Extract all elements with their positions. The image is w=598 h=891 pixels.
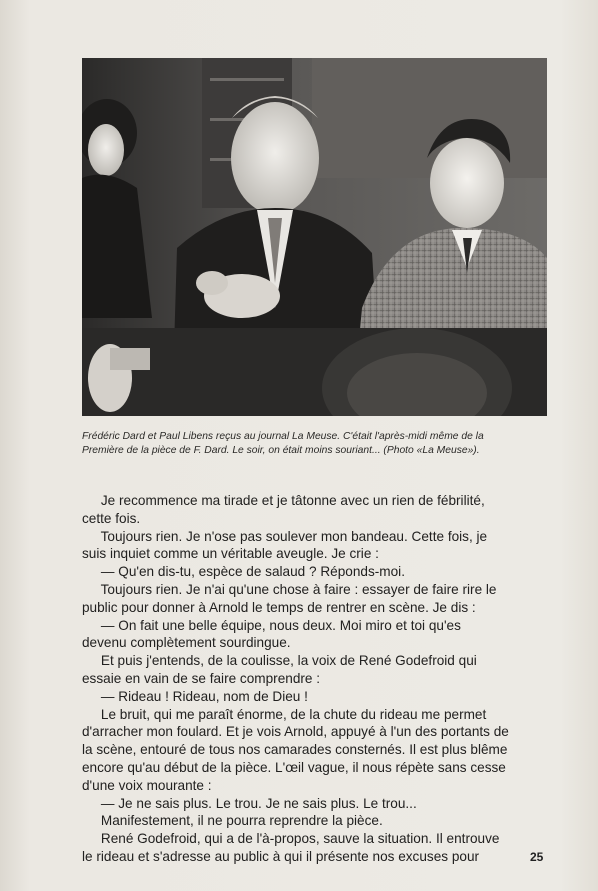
text-line: — Qu'en dis-tu, espèce de salaud ? Réponds-moi. — [82, 564, 405, 580]
text-line: le rideau et s'adresse au public à qui il présente nos excuses pour — [82, 848, 480, 864]
body-text — [82, 492, 552, 866]
text-line: devenu complètement sourdingue. — [82, 635, 291, 651]
text-line: d'une voix mourante : — [82, 777, 212, 793]
text-line: René Godefroid, qui a de l'à-propos, sauve la situation. Il entrouve — [82, 831, 500, 847]
caption-line: Frédéric Dard et Paul Libens reçus au journal La Meuse. C'était l'après-midi même de la — [82, 431, 484, 442]
text-line: essaie en vain de se faire comprendre : — [82, 670, 321, 686]
text-line: Je recommence ma tirade et je tâtonne avec un rien de fébrilité, — [82, 493, 485, 508]
text-line: — Rideau ! Rideau, nom de Dieu ! — [82, 688, 308, 704]
text-line: Le bruit, qui me paraît énorme, de la chute du rideau me permet — [82, 706, 487, 722]
text-line: Manifestement, il ne pourra reprendre la pièce. — [82, 813, 383, 829]
photo-caption — [82, 430, 552, 458]
text-line: — Je ne sais plus. Le trou. Je ne sais plus. Le trou... — [82, 795, 417, 811]
caption-line: Première de la pièce de F. Dard. Le soir, on était moins souriant... (Photo «La Meuse»). — [82, 445, 480, 456]
text-line: suis inquiet comme un véritable aveugle. Je crie : — [82, 546, 379, 562]
text-line: Toujours rien. Je n'ose pas soulever mon bandeau. Cette fois, je — [82, 528, 488, 544]
text-line: Et puis j'entends, de la coulisse, la voix de René Godefroid qui — [82, 653, 477, 669]
text-line: cette fois. — [82, 510, 141, 526]
text-line: public pour donner à Arnold le temps de rentrer en scène. Je dis : — [82, 599, 476, 615]
photograph — [82, 58, 547, 416]
photo-illustration — [82, 58, 547, 416]
page-number: 25 — [530, 850, 544, 864]
text-line: encore qu'au début de la pièce. L'œil vague, il nous répète sans cesse — [82, 759, 506, 775]
text-line: la scène, entouré de tous nos camarades consternés. Il est plus blême — [82, 742, 508, 758]
text-line: Toujours rien. Je n'ai qu'une chose à faire : essayer de faire rire le — [82, 581, 497, 597]
text-line: d'arracher mon foulard. Et je vois Arnold, appuyé à l'un des portants de — [82, 724, 509, 740]
text-line: — On fait une belle équipe, nous deux. Moi miro et toi qu'es — [82, 617, 461, 633]
